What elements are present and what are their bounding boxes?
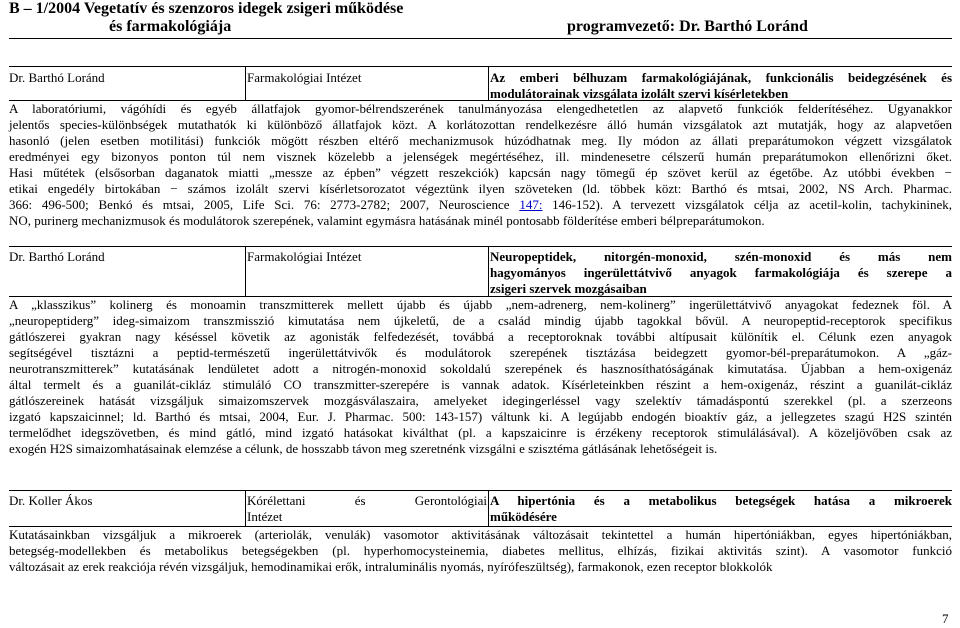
entry-1-col-divider-2 xyxy=(488,66,489,100)
entry-1-institute: Farmakológiai Intézet xyxy=(247,70,362,85)
program-subtitle: és farmakológiája xyxy=(109,18,232,35)
entry-3-line-2: betegség-modellekben és metabolikus betegségekben (pl. hyperhomocysteinemia, diabetes mellitus, elhízás, fizikai aktivitás szint). A vasomotor funkció xyxy=(9,543,952,558)
entry-2-author: Dr. Barthó Loránd xyxy=(9,249,105,264)
entry-3-body xyxy=(9,527,952,575)
entry-2-line-7: gátlószereinek hatását vizsgáljuk simaizomszervek mozgásválaszaira, amelyeket idegingerléssel vagy szelektív támadáspontú szerekkel (pl. a szerzeons xyxy=(9,393,952,408)
entry-3-col-divider-2 xyxy=(488,490,489,526)
entry-1-line-7 xyxy=(9,197,952,213)
entry-3-institute xyxy=(247,493,487,525)
entry-2-line-6: által termelt és a guanilát-cikláz stimuláló CO transzmitter-szerepére is vannak adatok. Kísérleteinkben részint a hem-oxigenáz, részint a guanilát-cikláz xyxy=(9,377,952,392)
document-header xyxy=(9,0,403,36)
entry-1-title: Az emberi bélhuzam farmakológiájának, funkcionális beidegzésének és modulátorainak vizsgálata izolált szervi kísérletekben xyxy=(490,70,952,101)
entry-1-line-5: Hasi műtétek (elsősorban daganatok miatti „messze az épben” végzett reszekciók) kapcsán nagy tömegű ép szövet kerül az égetőbe. Az utóbbi években − xyxy=(9,165,952,180)
header-divider xyxy=(9,38,952,39)
page-number: 7 xyxy=(942,611,949,626)
entry-2-line-2: „neuropeptiderg” ideg-simaizom transzmisszió kimutatása nem újkeletű, de a család mindig újabb tagokkal bővül. A neuropeptid-receptorok specifikus xyxy=(9,313,952,328)
entry-1-body xyxy=(9,101,952,229)
entry-1-line-6: etikai engedély birtokában − számos izolált szervi kísérletsorozatot végeztünk ilyen szöveteken (ld. többek közt: Barthó és mtsai, 2002, NS Arch. Pharmac. xyxy=(9,181,952,196)
entry-2-line-5: neurotranszmitterek” kutatásának lendületet adott a nitrogén-monoxid sokoldalú szerepének és hasznosíthatóságának kimutatása. Újabban a hem-oxigenáz xyxy=(9,361,952,376)
entry-3-institute-line-2: Intézet xyxy=(247,509,283,524)
entry-3-top-rule xyxy=(9,490,952,491)
entry-1-line-4: eredményei egy bizonyos ponton túl nem visznek közelebb a jelenségek megértéséhez, ill. mindenesetre célszerű humán preparátumokon ellenőrizni őket. xyxy=(9,149,952,164)
reference-link[interactable]: 147: xyxy=(519,197,543,212)
entry-2-title-line-1: Neuropeptidek, nitorgén-monoxid, szén-monoxid és más nem xyxy=(490,249,952,264)
entry-1-line-1: A laboratóriumi, vágóhídi és egyéb állatfajok gyomor-bélrendszerének tanulmányozása elengedhetetlen az alapvető funkciók felderítéséhez. Ugyanakkor xyxy=(9,101,952,116)
entry-2-title-line-3: zsigeri szervek mozgásaiban xyxy=(490,281,647,296)
entry-2-col-divider-1 xyxy=(245,246,246,296)
entry-2-institute: Farmakológiai Intézet xyxy=(247,249,362,264)
entry-1-line-7-tail: 146-152). A tervezett vizsgálatok célja az acetil-kolin, tachykininek, xyxy=(542,197,953,212)
entry-3-author: Dr. Koller Ákos xyxy=(9,493,93,508)
entry-1-top-rule xyxy=(9,66,952,67)
program-title: B – 1/2004 Vegetatív és szenzoros idegek zsigeri működése xyxy=(9,0,404,17)
entry-2-line-3: gátlószerei gyakran nagy késéssel követik az agonisták felfedezését, továbbá a receptoroknak további altípusait különítik el. Célunk ezen anyagok xyxy=(9,329,952,344)
entry-3-title xyxy=(490,493,952,525)
entry-1-col-divider-1 xyxy=(245,66,246,100)
entry-2-line-8: izgató kapszaicinnel; ld. Barthó és mtsai, 2004, Eur. J. Pharmac. 500: 143-157) váltunk ki. A legújabb endogén bioaktív gáz, a jellegzetes szagú H2S szintén xyxy=(9,409,952,424)
entry-2-title-line-2: hagyományos ingerülettátvivő anyagok farmakológiája és szerepe a xyxy=(490,265,952,280)
entry-2-top-rule xyxy=(9,246,952,247)
entry-3-line-3: változásait az erek reakciója révén vizsgáljuk, hemodinamikai erők, intraluminális nyomás, nyírófeszültség), farmakonok, ezen receptor blokkolók xyxy=(9,559,773,574)
entry-3-institute-line-1: Kórélettani és Gerontológiai xyxy=(247,493,487,508)
entry-2-line-4: segítségével tisztázni a peptid-természetű ingerülettátvivők és modulátorok szerepének tisztázása beidegzett gyomor-bél-preparátumokon. A „gáz- xyxy=(9,345,952,360)
entry-2-line-1: A „klasszikus” kolinerg és monoamin transzmitterek mellett újabb és újabb „nem-adrenerg, nem-kolinerg” ingerülettátvivő anyagokat fedeznek föl. A xyxy=(9,297,952,312)
entry-1-author: Dr. Barthó Loránd xyxy=(9,70,105,85)
entry-1-line-8: NO, purinerg mechanizmusok és modulátorok szerepének, valamint egymásra hatásának minél pontosabb földerítése emberi bélpreparátumokon. xyxy=(9,213,765,228)
entry-1-line-3: hasonló (jelen esetben motilitási) funkciók mögött részben eltérő mechanizmusok húzódhatnak meg. Ily módon az állati preparátumokon végzett vizsgálatok xyxy=(9,133,952,148)
program-leader: programvezető: Dr. Barthó Loránd xyxy=(567,18,808,35)
entry-2-line-10: exogén H2S simaizomhatásainak elemzése a célunk, de hosszabb távon meg szeretnénk vizsgálni e szisztéma gátlásának lehetőségeit is. xyxy=(9,441,718,456)
entry-2-col-divider-2 xyxy=(488,246,489,296)
entry-3-title-line-1: A hipertónia és a metabolikus betegségek hatása a mikroerek xyxy=(490,493,952,508)
entry-2-body xyxy=(9,297,952,457)
entry-3-line-1: Kutatásainkban vizsgáljuk a mikroerek (arteriolák, venulák) vasomotor aktivitásának változásait tekintettel a humán hipertóniákban, egyes hipertóniákban, xyxy=(9,527,952,542)
entry-3-title-line-2: működésére xyxy=(490,509,557,524)
entry-1-line-2: jelentős species-különbségek mutathatók ki különböző állatfajok közt. A korlátozottan rendelkezésre álló humán vizsgálatok azt mutatják, hogy az alapvetően xyxy=(9,117,952,132)
entry-2-title xyxy=(490,249,952,297)
entry-1-line-7-text: 366: 496-500; Benkó és mtsai, 2005, Life Sci. 76: 2773-2782; 2007, Neuroscience xyxy=(9,197,520,212)
entry-3-col-divider-1 xyxy=(245,490,246,526)
entry-2-line-9: termelődhet idegszövetben, és mind gátló, mind izgató hatásokat kiválthat (pl. a kapszaicinre is érzékeny receptorok stimulálásával). A közeljövőben csak az xyxy=(9,425,952,440)
